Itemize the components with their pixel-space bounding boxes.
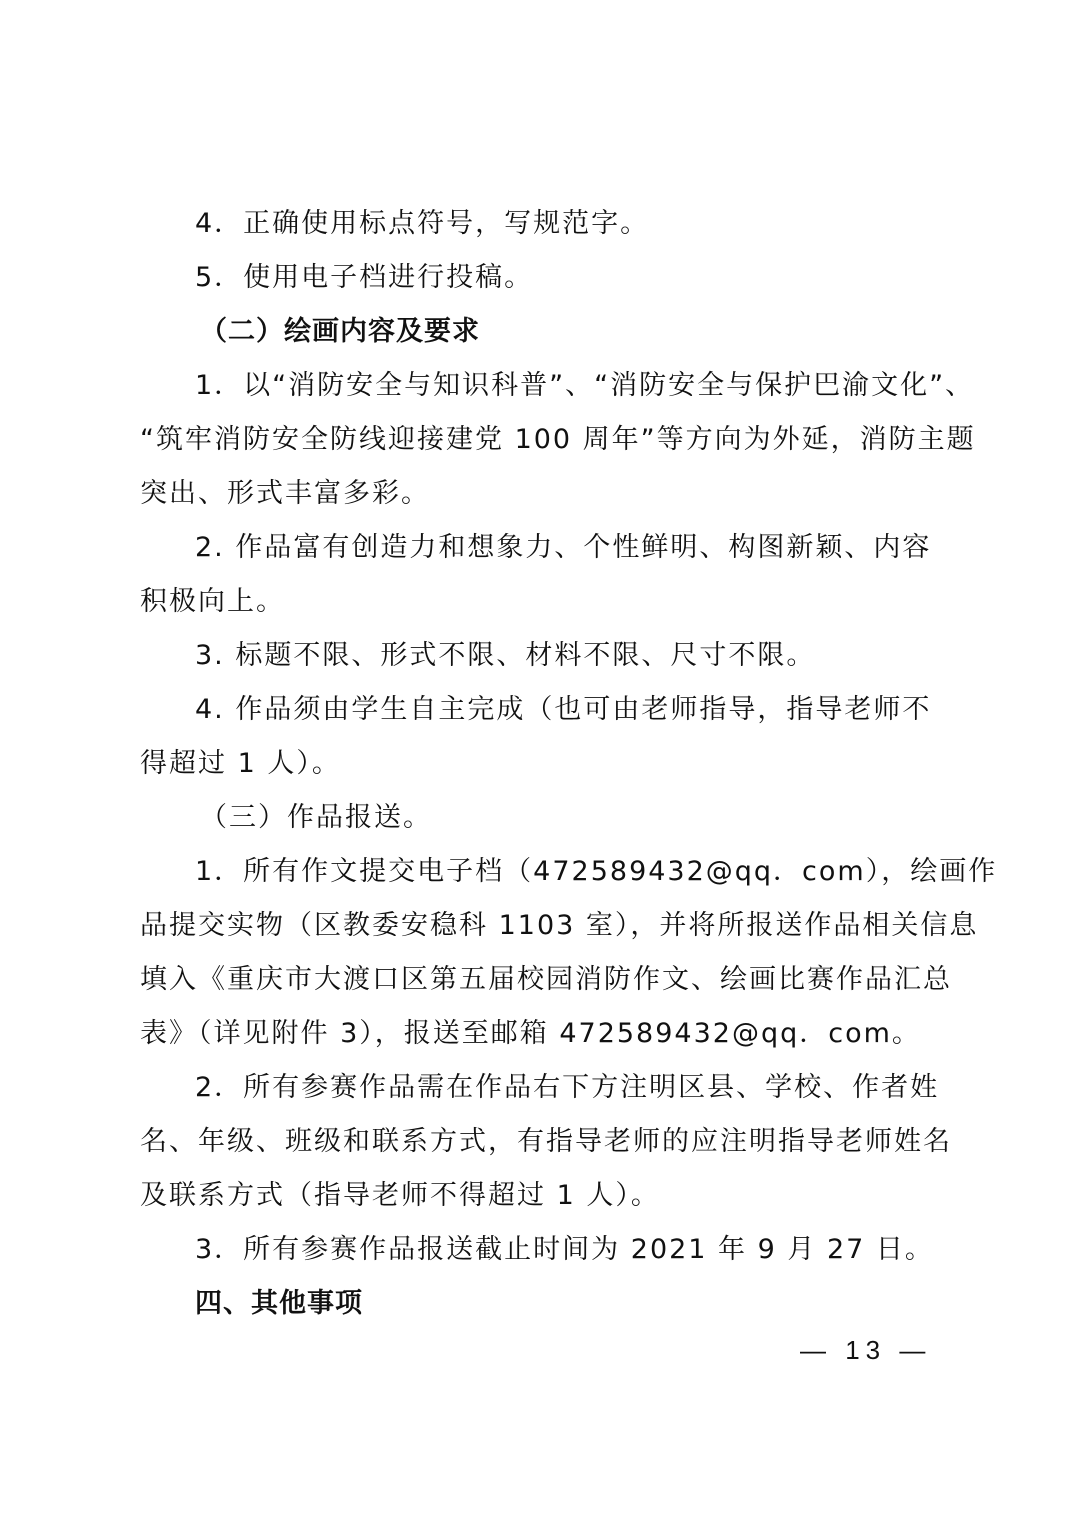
submission-item-2-line-3: 及联系方式（指导老师不得超过 1 人）。 bbox=[140, 1180, 660, 1211]
submission-item-2-line-1: 2．所有参赛作品需在作品右下方注明区县、学校、作者姓 bbox=[195, 1072, 940, 1103]
painting-item-4-line-2: 得超过 1 人）。 bbox=[140, 748, 341, 779]
painting-item-4-line-1: 4. 作品须由学生自主完成（也可由老师指导，指导老师不 bbox=[195, 694, 932, 725]
section-heading-other-matters: 四、其他事项 bbox=[195, 1288, 363, 1319]
painting-item-1-line-1: 1．以“消防安全与知识科普”、“消防安全与保护巴渝文化”、 bbox=[195, 370, 975, 401]
submission-item-3-deadline: 3．所有参赛作品报送截止时间为 2021 年 9 月 27 日。 bbox=[195, 1234, 934, 1265]
submission-item-1-line-1: 1．所有作文提交电子档（472589432@qq．com），绘画作 bbox=[195, 856, 998, 887]
submission-item-2-line-2: 名、年级、班级和联系方式，有指导老师的应注明指导老师姓名 bbox=[140, 1126, 952, 1157]
item-5-electronic-submission: 5．使用电子档进行投稿。 bbox=[195, 262, 534, 293]
submission-item-1-line-3: 填入《重庆市大渡口区第五届校园消防作文、绘画比赛作品汇总 bbox=[140, 964, 952, 995]
page-number: — 13 — bbox=[800, 1335, 932, 1365]
painting-item-1-line-2: “筑牢消防安全防线迎接建党 100 周年”等方向为外延，消防主题 bbox=[140, 424, 976, 455]
item-4-punctuation: 4．正确使用标点符号，写规范字。 bbox=[195, 208, 650, 239]
submission-item-1-line-4: 表》（详见附件 3），报送至邮箱 472589432@qq．com。 bbox=[140, 1018, 921, 1049]
submission-item-1-line-2: 品提交实物（区教委安稳科 1103 室），并将所报送作品相关信息 bbox=[140, 910, 979, 941]
painting-item-1-line-3: 突出、形式丰富多彩。 bbox=[140, 478, 430, 509]
section-heading-submission: （三）作品报送。 bbox=[200, 802, 432, 833]
section-heading-painting-requirements: （二）绘画内容及要求 bbox=[200, 316, 480, 347]
painting-item-2-line-2: 积极向上。 bbox=[140, 586, 285, 617]
painting-item-3: 3. 标题不限、形式不限、材料不限、尺寸不限。 bbox=[195, 640, 816, 671]
painting-item-2-line-1: 2. 作品富有创造力和想象力、个性鲜明、构图新颖、内容 bbox=[195, 532, 932, 563]
